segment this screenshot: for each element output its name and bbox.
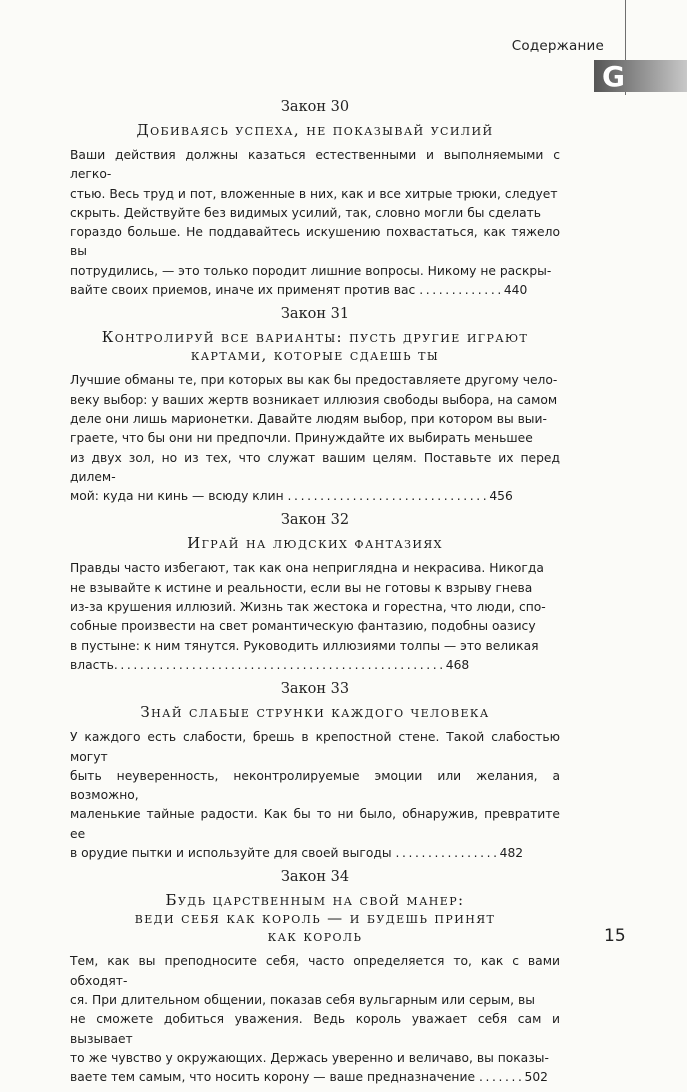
section-tab-letter: G xyxy=(602,60,625,93)
law-entry xyxy=(70,98,560,300)
law-description xyxy=(70,146,560,300)
desc-line: быть неуверенность, неконтролируемые эмоции или желания, а возможно, xyxy=(70,768,560,803)
law-description xyxy=(70,952,560,1087)
law-number: Закон 32 xyxy=(280,512,350,529)
law-entry xyxy=(70,511,560,675)
desc-line: Тем, как вы преподносите себя, часто определяется то, как с вами обходят- xyxy=(70,954,560,988)
law-title: Будь царственным на свой манер: веди себя как король — и будешь принят как король xyxy=(134,891,496,946)
desc-line: стью. Весь труд и пот, вложенные в них, как и все хитрые трюки, следует xyxy=(70,186,558,201)
law-entry xyxy=(70,868,560,1087)
desc-line: не сможете добиться уважения. Ведь король уважает себя сам и вызывает xyxy=(70,1012,560,1046)
desc-line: собные произвести на свет романтическую фантазию, подобны оазису xyxy=(70,619,536,634)
desc-line: гораздо больше. Не поддавайтесь искушению похвастаться, как тяжело вы xyxy=(70,225,560,259)
running-header: Содержание xyxy=(511,38,604,54)
desc-line: граете, что бы они ни предпочли. Принуждайте их выбирать меньшее xyxy=(70,431,533,446)
desc-line-last: ваете тем самым, что носить корону — ваше предназначение .......502 xyxy=(70,1070,548,1085)
desc-line: веку выбор: у ваших жертв возникает иллюзия свободы выбора, на самом xyxy=(70,392,558,407)
desc-line: не взывайте к истине и реальности, если вы не готовы к взрыву гнева xyxy=(70,580,533,595)
desc-line: Правды часто избегают, так как она неприглядна и некрасива. Никогда xyxy=(70,561,544,576)
toc-content xyxy=(70,98,560,1092)
law-entry xyxy=(70,680,560,863)
desc-line: У каждого есть слабости, брешь в крепостной стене. Такой слабостью могут xyxy=(70,730,560,764)
page-reference[interactable]: 482 xyxy=(499,846,524,861)
desc-line-last: в орудие пытки и используйте для своей выгоды ................482 xyxy=(70,846,524,861)
leader-dots: ................ xyxy=(395,846,500,861)
law-description xyxy=(70,371,560,506)
desc-line: маленькие тайные радости. Как бы то ни было, обнаружив, превратите ее xyxy=(70,807,560,841)
law-description xyxy=(70,559,560,675)
desc-line-last: власть...................................................468 xyxy=(70,657,470,672)
law-entry xyxy=(70,305,560,506)
desc-line: деле они лишь марионетки. Давайте людям выбор, при котором вы выи- xyxy=(70,411,547,426)
law-description xyxy=(70,728,560,863)
law-title: Знай слабые струнки каждого человека xyxy=(140,703,490,722)
leader-dots: ....... xyxy=(478,1070,525,1085)
law-number: Закон 31 xyxy=(280,306,350,323)
desc-line: потрудились, — это только породит лишние вопросы. Никому не раскры- xyxy=(70,263,552,278)
law-number: Закон 30 xyxy=(280,99,350,115)
desc-line-last: вайте своих приемов, иначе их применят против вас .............440 xyxy=(70,283,528,298)
page-number: 15 xyxy=(604,926,626,946)
desc-line: из двух зол, но из тех, что служат вашим целям. Поставьте их перед дилем- xyxy=(70,450,560,484)
leader-dots: ................................................... xyxy=(113,657,446,672)
law-title: Добиваясь успеха, не показывай усилий xyxy=(136,121,494,139)
leader-dots: ............................... xyxy=(287,489,490,504)
law-number: Закон 33 xyxy=(280,681,350,698)
law-title: Играй на людских фантазиях xyxy=(187,534,443,553)
leader-dots: ............. xyxy=(419,283,504,298)
page-reference[interactable]: 468 xyxy=(445,657,470,672)
law-title: Контролируй все варианты: пусть другие играют картами, которые сдаешь ты xyxy=(101,328,529,365)
page-reference[interactable]: 456 xyxy=(489,489,513,504)
desc-line: Лучшие обманы те, при которых вы как бы предоставляете другому чело- xyxy=(70,373,558,388)
page-reference[interactable]: 440 xyxy=(503,283,528,298)
page-reference[interactable]: 502 xyxy=(524,1070,548,1085)
desc-line: скрыть. Действуйте без видимых усилий, так, словно могли бы сделать xyxy=(70,205,542,220)
desc-line-last: мой: куда ни кинь — всюду клин ...............................456 xyxy=(70,489,513,504)
desc-line: в пустыне: к ним тянутся. Руководить иллюзиями толпы — это великая xyxy=(70,638,539,653)
section-tab xyxy=(594,60,687,92)
desc-line: то же чувство у окружающих. Держась уверенно и величаво, вы показы- xyxy=(70,1050,549,1065)
desc-line: Ваши действия должны казаться естественными и выполняемыми с легко- xyxy=(70,148,560,182)
desc-line: из-за крушения иллюзий. Жизнь так жестока и горестна, что люди, спо- xyxy=(70,600,546,615)
law-number: Закон 34 xyxy=(280,869,350,886)
desc-line: ся. При длительном общении, показав себя вульгарным или серым, вы xyxy=(70,992,535,1007)
